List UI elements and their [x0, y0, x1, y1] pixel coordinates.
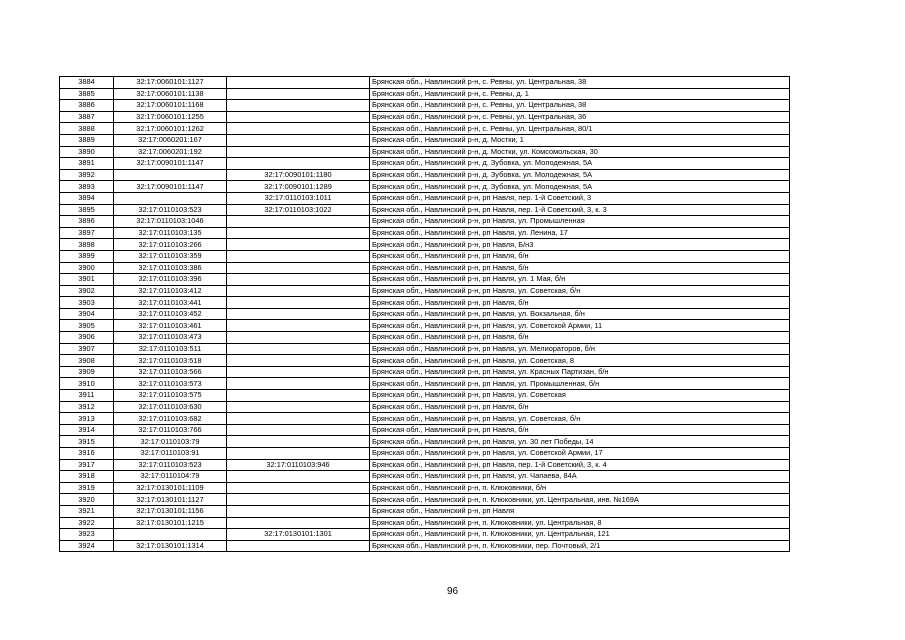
linked-cadastral-number-cell [227, 413, 370, 425]
row-number-cell: 3898 [60, 239, 114, 251]
row-number-cell: 3907 [60, 343, 114, 355]
row-number-cell: 3893 [60, 181, 114, 193]
row-number-cell: 3916 [60, 448, 114, 460]
address-cell: Брянская обл., Навлинский р-н, с. Ревны, д. 1 [370, 88, 790, 100]
linked-cadastral-number-cell [227, 332, 370, 344]
linked-cadastral-number-cell [227, 88, 370, 100]
row-number-cell: 3911 [60, 390, 114, 402]
table-row [60, 169, 790, 181]
address-cell: Брянская обл., Навлинский р-н, п. Клюковники, пер. Почтовый, 2/1 [370, 540, 790, 552]
row-number-cell: 3923 [60, 529, 114, 541]
linked-cadastral-number-cell [227, 77, 370, 89]
address-cell: Брянская обл., Навлинский р-н, рп Навля, ул. Чапаева, 84А [370, 471, 790, 483]
table-row [60, 274, 790, 286]
linked-cadastral-number-cell [227, 297, 370, 309]
cadastral-number-cell: 32:17:0060101:1255 [114, 111, 227, 123]
table-row [60, 424, 790, 436]
address-cell: Брянская обл., Навлинский р-н, рп Навля, ул. Советская, б/н [370, 285, 790, 297]
cadastral-number-cell: 32:17:0110103:441 [114, 297, 227, 309]
cadastral-number-cell: 32:17:0110103:566 [114, 366, 227, 378]
row-number-cell: 3899 [60, 250, 114, 262]
row-number-cell: 3909 [60, 366, 114, 378]
linked-cadastral-number-cell [227, 285, 370, 297]
linked-cadastral-number-cell [227, 158, 370, 170]
linked-cadastral-number-cell [227, 216, 370, 228]
linked-cadastral-number-cell [227, 448, 370, 460]
linked-cadastral-number-cell [227, 262, 370, 274]
cadastral-number-cell: 32:17:0110103:386 [114, 262, 227, 274]
address-cell: Брянская обл., Навлинский р-н, д. Зубовка, ул. Молодежная, 5А [370, 169, 790, 181]
linked-cadastral-number-cell: 32:17:0090101:1289 [227, 181, 370, 193]
row-number-cell: 3889 [60, 134, 114, 146]
row-number-cell: 3913 [60, 413, 114, 425]
address-cell: Брянская обл., Навлинский р-н, рп Навля, Б/н3 [370, 239, 790, 251]
table-row [60, 250, 790, 262]
table-row [60, 378, 790, 390]
table-row [60, 262, 790, 274]
table-row [60, 320, 790, 332]
linked-cadastral-number-cell [227, 134, 370, 146]
row-number-cell: 3897 [60, 227, 114, 239]
row-number-cell: 3902 [60, 285, 114, 297]
table-row [60, 100, 790, 112]
row-number-cell: 3910 [60, 378, 114, 390]
linked-cadastral-number-cell [227, 482, 370, 494]
linked-cadastral-number-cell [227, 111, 370, 123]
linked-cadastral-number-cell [227, 308, 370, 320]
row-number-cell: 3922 [60, 517, 114, 529]
address-cell: Брянская обл., Навлинский р-н, рп Навля, ул. Советская, 8 [370, 355, 790, 367]
address-cell: Брянская обл., Навлинский р-н, п. Клюковники, ул. Центральная, инв. №169А [370, 494, 790, 506]
row-number-cell: 3912 [60, 401, 114, 413]
table-row [60, 390, 790, 402]
cadastral-number-cell: 32:17:0110103:359 [114, 250, 227, 262]
cadastral-number-cell: 32:17:0060101:1168 [114, 100, 227, 112]
row-number-cell: 3891 [60, 158, 114, 170]
linked-cadastral-number-cell [227, 123, 370, 135]
address-cell: Брянская обл., Навлинский р-н, с. Ревны, ул. Центральная, 36 [370, 111, 790, 123]
address-cell: Брянская обл., Навлинский р-н, рп Навля, пер. 1-й Советский, 3, к. 4 [370, 459, 790, 471]
row-number-cell: 3908 [60, 355, 114, 367]
address-cell: Брянская обл., Навлинский р-н, с. Ревны, ул. Центральная, 38 [370, 100, 790, 112]
linked-cadastral-number-cell [227, 239, 370, 251]
row-number-cell: 3917 [60, 459, 114, 471]
address-cell: Брянская обл., Навлинский р-н, д. Мостки, ул. Комсомольская, 30 [370, 146, 790, 158]
table-row [60, 181, 790, 193]
address-cell: Брянская обл., Навлинский р-н, рп Навля, ул. Красных Партизан, б/н [370, 366, 790, 378]
row-number-cell: 3890 [60, 146, 114, 158]
address-cell: Брянская обл., Навлинский р-н, рп Навля, ул. Советской Армии, 11 [370, 320, 790, 332]
address-cell: Брянская обл., Навлинский р-н, рп Навля, ул. 30 лет Победы, 14 [370, 436, 790, 448]
row-number-cell: 3924 [60, 540, 114, 552]
cadastral-number-cell [114, 192, 227, 204]
cadastral-number-cell: 32:17:0110103:511 [114, 343, 227, 355]
linked-cadastral-number-cell [227, 378, 370, 390]
table-row [60, 459, 790, 471]
row-number-cell: 3892 [60, 169, 114, 181]
linked-cadastral-number-cell [227, 343, 370, 355]
table-row [60, 192, 790, 204]
table-row [60, 158, 790, 170]
linked-cadastral-number-cell [227, 494, 370, 506]
cadastral-number-cell: 32:17:0110103:523 [114, 459, 227, 471]
cadastral-number-cell: 32:17:0110103:452 [114, 308, 227, 320]
cadastral-number-cell: 32:17:0110103:461 [114, 320, 227, 332]
address-cell: Брянская обл., Навлинский р-н, рп Навля, пер. 1-й Советский, 3, к. 3 [370, 204, 790, 216]
linked-cadastral-number-cell [227, 517, 370, 529]
linked-cadastral-number-cell [227, 390, 370, 402]
linked-cadastral-number-cell [227, 100, 370, 112]
linked-cadastral-number-cell: 32:17:0110103:946 [227, 459, 370, 471]
address-cell: Брянская обл., Навлинский р-н, рп Навля, б/н [370, 297, 790, 309]
row-number-cell: 3887 [60, 111, 114, 123]
address-cell: Брянская обл., Навлинский р-н, рп Навля, б/н [370, 250, 790, 262]
address-cell: Брянская обл., Навлинский р-н, рп Навля, б/н [370, 262, 790, 274]
table-row [60, 216, 790, 228]
row-number-cell: 3886 [60, 100, 114, 112]
cadastral-number-cell: 32:17:0060101:1127 [114, 77, 227, 89]
cadastral-number-cell: 32:17:0110103:79 [114, 436, 227, 448]
table-row [60, 366, 790, 378]
address-cell: Брянская обл., Навлинский р-н, с. Ревны, ул. Центральная, 80/1 [370, 123, 790, 135]
table-row [60, 88, 790, 100]
cadastral-number-cell: 32:17:0110103:682 [114, 413, 227, 425]
address-cell: Брянская обл., Навлинский р-н, п. Клюковники, ул. Центральная, 121 [370, 529, 790, 541]
table-row [60, 343, 790, 355]
linked-cadastral-number-cell [227, 424, 370, 436]
cadastral-number-cell: 32:17:0090101:1147 [114, 158, 227, 170]
cadastral-number-cell [114, 529, 227, 541]
table-row [60, 540, 790, 552]
cadastral-number-cell: 32:17:0060101:1262 [114, 123, 227, 135]
address-cell: Брянская обл., Навлинский р-н, п. Клюковники, б/н [370, 482, 790, 494]
table-row [60, 401, 790, 413]
table-row [60, 413, 790, 425]
row-number-cell: 3915 [60, 436, 114, 448]
linked-cadastral-number-cell [227, 436, 370, 448]
table-row [60, 471, 790, 483]
registry-table-body [60, 77, 790, 552]
cadastral-number-cell: 32:17:0110103:575 [114, 390, 227, 402]
linked-cadastral-number-cell [227, 505, 370, 517]
cadastral-number-cell: 32:17:0110103:412 [114, 285, 227, 297]
address-cell: Брянская обл., Навлинский р-н, рп Навля, б/н [370, 332, 790, 344]
table-row [60, 529, 790, 541]
linked-cadastral-number-cell: 32:17:0110103:1022 [227, 204, 370, 216]
table-row [60, 111, 790, 123]
address-cell: Брянская обл., Навлинский р-н, рп Навля [370, 505, 790, 517]
table-row [60, 448, 790, 460]
address-cell: Брянская обл., Навлинский р-н, рп Навля, пер. 1-й Советский, 3 [370, 192, 790, 204]
row-number-cell: 3919 [60, 482, 114, 494]
address-cell: Брянская обл., Навлинский р-н, рп Навля, ул. Вокзальная, б/н [370, 308, 790, 320]
table-row [60, 134, 790, 146]
cadastral-number-cell: 32:17:0110103:766 [114, 424, 227, 436]
table-row [60, 332, 790, 344]
row-number-cell: 3920 [60, 494, 114, 506]
page-number: 96 [446, 586, 459, 597]
cadastral-number-cell: 32:17:0110103:91 [114, 448, 227, 460]
registry-table [59, 76, 790, 552]
cadastral-number-cell: 32:17:0110103:1046 [114, 216, 227, 228]
cadastral-number-cell: 32:17:0110103:266 [114, 239, 227, 251]
row-number-cell: 3884 [60, 77, 114, 89]
row-number-cell: 3914 [60, 424, 114, 436]
row-number-cell: 3901 [60, 274, 114, 286]
row-number-cell: 3888 [60, 123, 114, 135]
linked-cadastral-number-cell [227, 355, 370, 367]
cadastral-number-cell: 32:17:0130101:1109 [114, 482, 227, 494]
linked-cadastral-number-cell [227, 401, 370, 413]
table-row [60, 297, 790, 309]
cadastral-number-cell: 32:17:0110103:135 [114, 227, 227, 239]
address-cell: Брянская обл., Навлинский р-н, п. Клюковники, ул. Центральная, 8 [370, 517, 790, 529]
linked-cadastral-number-cell: 32:17:0090101:1180 [227, 169, 370, 181]
address-cell: Брянская обл., Навлинский р-н, рп Навля, ул. Мелиораторов, б/н [370, 343, 790, 355]
address-cell: Брянская обл., Навлинский р-н, д. Мостки, 1 [370, 134, 790, 146]
linked-cadastral-number-cell [227, 274, 370, 286]
row-number-cell: 3903 [60, 297, 114, 309]
row-number-cell: 3918 [60, 471, 114, 483]
address-cell: Брянская обл., Навлинский р-н, рп Навля, ул. Советская, б/н [370, 413, 790, 425]
cadastral-number-cell: 32:17:0110103:473 [114, 332, 227, 344]
row-number-cell: 3885 [60, 88, 114, 100]
table-row [60, 123, 790, 135]
cadastral-number-cell: 32:17:0060201:167 [114, 134, 227, 146]
table-row [60, 436, 790, 448]
registry-table-container [59, 76, 790, 552]
cadastral-number-cell: 32:17:0130101:1314 [114, 540, 227, 552]
table-row [60, 308, 790, 320]
address-cell: Брянская обл., Навлинский р-н, д. Зубовка, ул. Молодежная, 5А [370, 181, 790, 193]
table-row [60, 505, 790, 517]
address-cell: Брянская обл., Навлинский р-н, рп Навля, ул. Промышленная [370, 216, 790, 228]
address-cell: Брянская обл., Навлинский р-н, с. Ревны, ул. Центральная, 38 [370, 77, 790, 89]
address-cell: Брянская обл., Навлинский р-н, рп Навля, б/н [370, 401, 790, 413]
table-row [60, 204, 790, 216]
cadastral-number-cell: 32:17:0110103:523 [114, 204, 227, 216]
cadastral-number-cell: 32:17:0130101:1127 [114, 494, 227, 506]
linked-cadastral-number-cell [227, 540, 370, 552]
table-row [60, 482, 790, 494]
address-cell: Брянская обл., Навлинский р-н, рп Навля, ул. Советской Армии, 17 [370, 448, 790, 460]
linked-cadastral-number-cell [227, 320, 370, 332]
cadastral-number-cell: 32:17:0110103:518 [114, 355, 227, 367]
address-cell: Брянская обл., Навлинский р-н, рп Навля, ул. Ленина, 17 [370, 227, 790, 239]
row-number-cell: 3904 [60, 308, 114, 320]
cadastral-number-cell: 32:17:0060201:192 [114, 146, 227, 158]
row-number-cell: 3894 [60, 192, 114, 204]
address-cell: Брянская обл., Навлинский р-н, рп Навля, ул. 1 Мая, б/н [370, 274, 790, 286]
linked-cadastral-number-cell [227, 471, 370, 483]
linked-cadastral-number-cell: 32:17:0130101:1301 [227, 529, 370, 541]
row-number-cell: 3906 [60, 332, 114, 344]
table-row [60, 494, 790, 506]
table-row [60, 239, 790, 251]
table-row [60, 517, 790, 529]
table-row [60, 227, 790, 239]
cadastral-number-cell: 32:17:0110104:79 [114, 471, 227, 483]
cadastral-number-cell [114, 169, 227, 181]
linked-cadastral-number-cell [227, 227, 370, 239]
linked-cadastral-number-cell [227, 366, 370, 378]
address-cell: Брянская обл., Навлинский р-н, д. Зубовка, ул. Молодежная, 5А [370, 158, 790, 170]
table-row [60, 77, 790, 89]
cadastral-number-cell: 32:17:0130101:1215 [114, 517, 227, 529]
linked-cadastral-number-cell [227, 146, 370, 158]
table-row [60, 146, 790, 158]
address-cell: Брянская обл., Навлинский р-н, рп Навля, ул. Советская [370, 390, 790, 402]
linked-cadastral-number-cell: 32:17:0110103:1011 [227, 192, 370, 204]
cadastral-number-cell: 32:17:0110103:630 [114, 401, 227, 413]
cadastral-number-cell: 32:17:0130101:1156 [114, 505, 227, 517]
row-number-cell: 3896 [60, 216, 114, 228]
cadastral-number-cell: 32:17:0110103:573 [114, 378, 227, 390]
row-number-cell: 3895 [60, 204, 114, 216]
linked-cadastral-number-cell [227, 250, 370, 262]
table-row [60, 285, 790, 297]
row-number-cell: 3900 [60, 262, 114, 274]
row-number-cell: 3921 [60, 505, 114, 517]
row-number-cell: 3905 [60, 320, 114, 332]
address-cell: Брянская обл., Навлинский р-н, рп Навля, ул. Промышленная, б/н [370, 378, 790, 390]
table-row [60, 355, 790, 367]
cadastral-number-cell: 32:17:0110103:396 [114, 274, 227, 286]
address-cell: Брянская обл., Навлинский р-н, рп Навля, б/н [370, 424, 790, 436]
cadastral-number-cell: 32:17:0060101:1138 [114, 88, 227, 100]
cadastral-number-cell: 32:17:0090101:1147 [114, 181, 227, 193]
